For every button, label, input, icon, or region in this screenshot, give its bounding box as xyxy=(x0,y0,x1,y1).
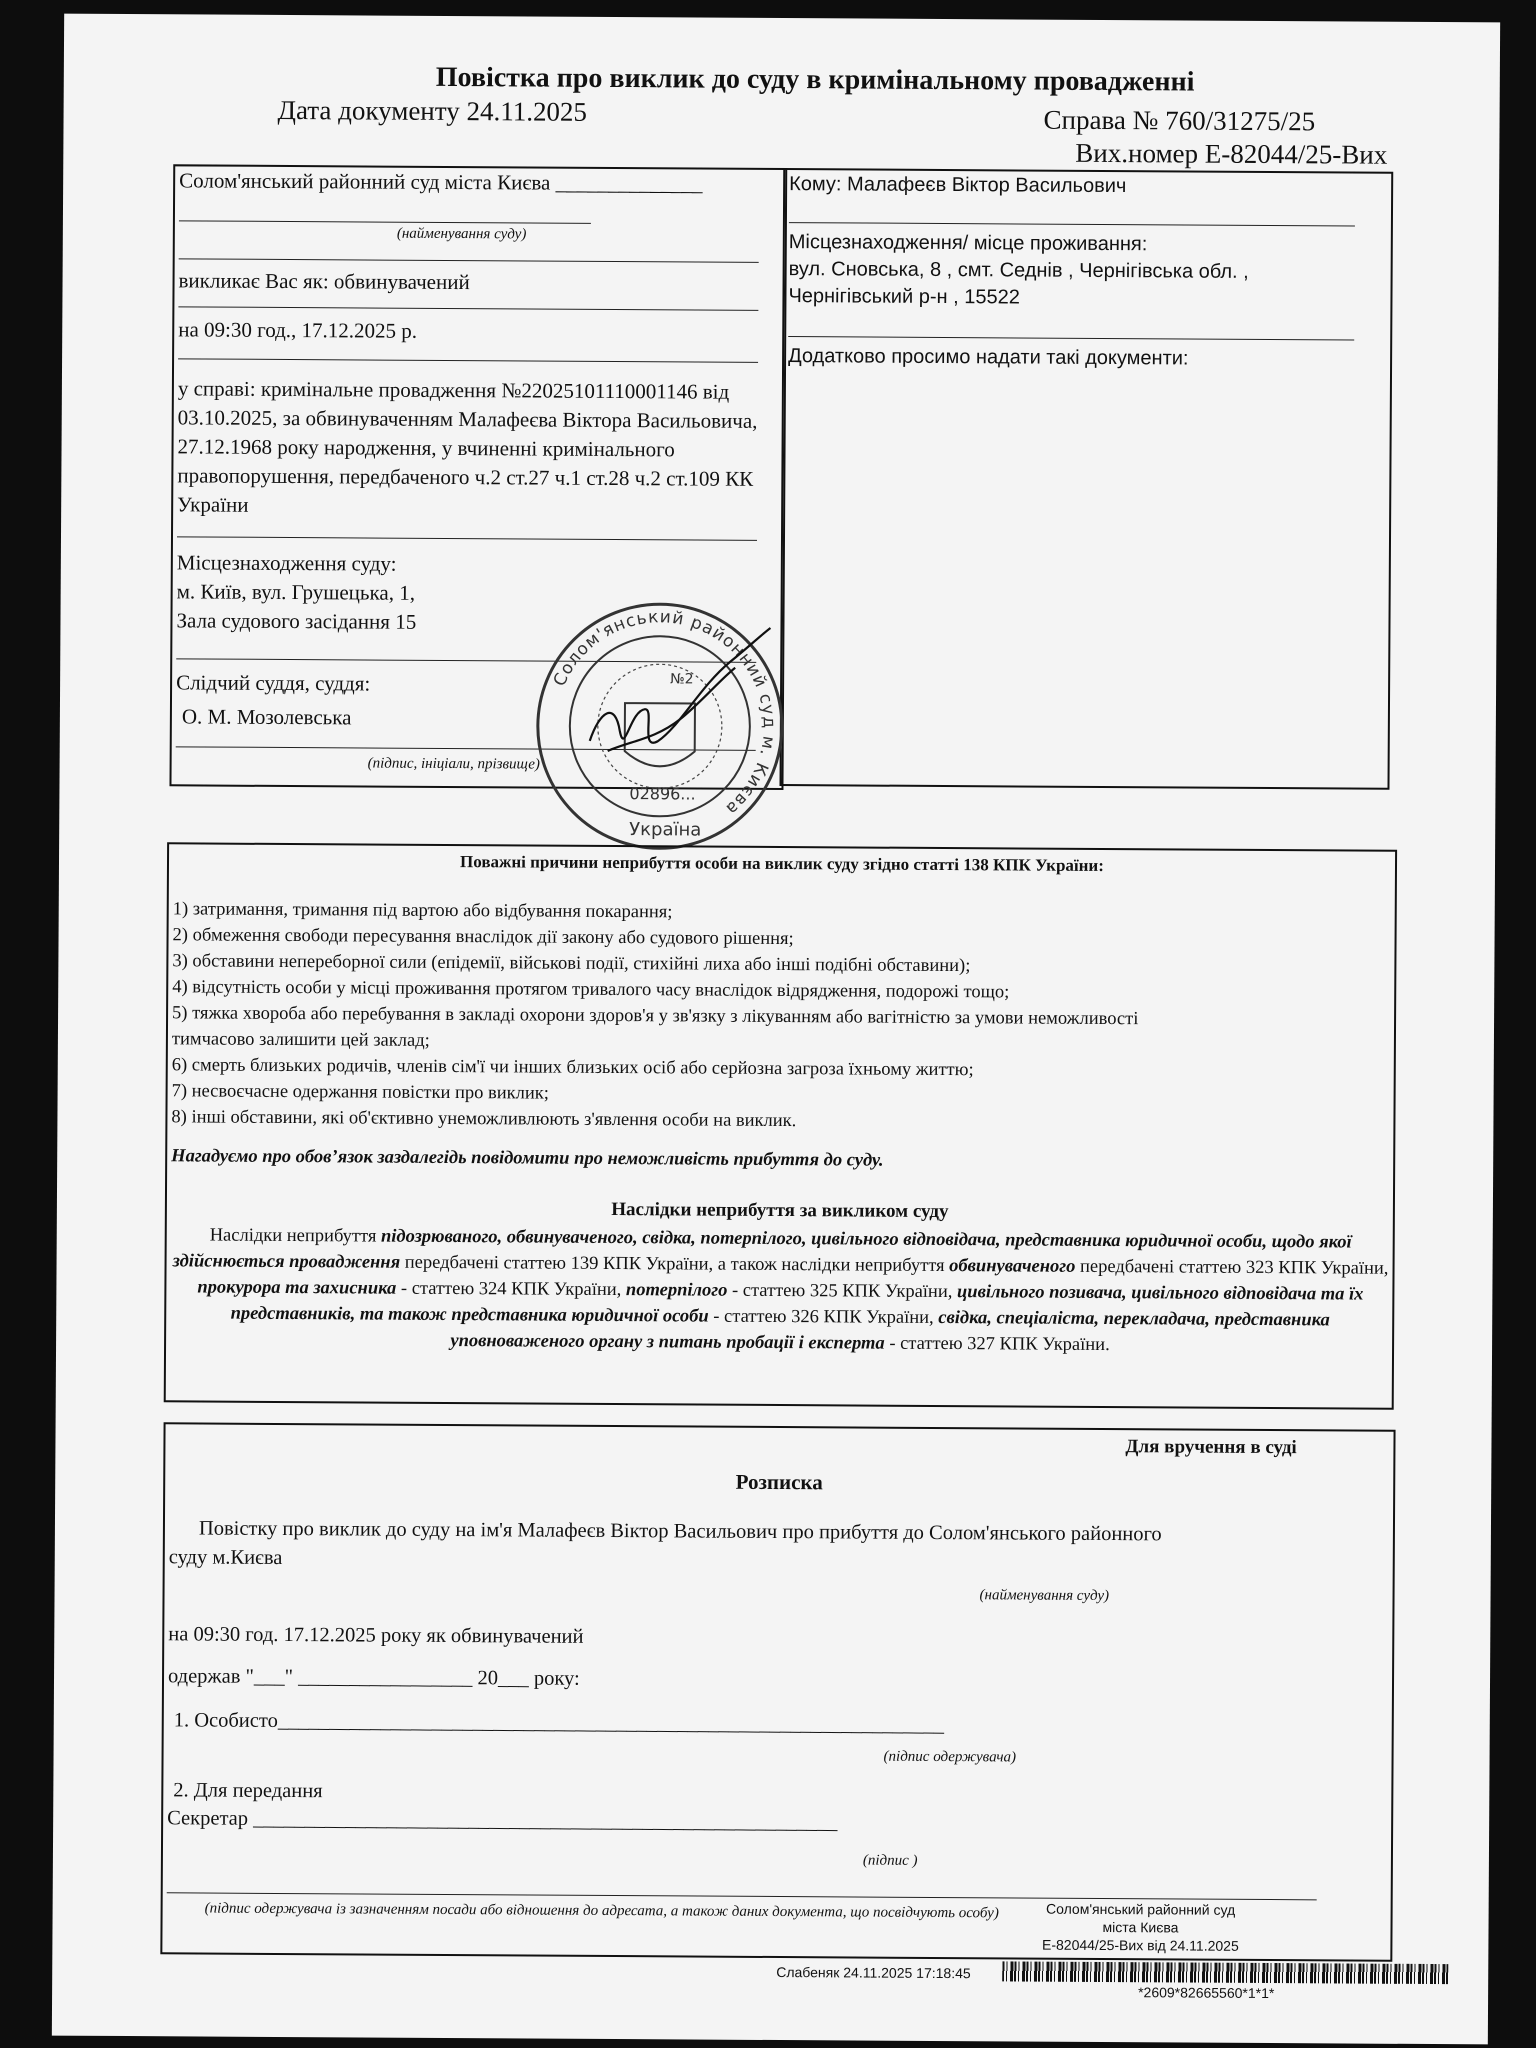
reason-item: 6) смерть близьких родичів, членів сім'ї чи інших близьких осіб або серйозна загроза їхньому життю; xyxy=(171,1055,974,1081)
bottom-signature-caption: (підпис одержувача із зазначенням посади або відношення до адресата, а також даних документа, що посвідчують особу) xyxy=(204,1900,999,1922)
reason-item: тимчасово залишити цей заклад; xyxy=(171,1029,430,1051)
consequences-text: Наслідки неприбуття підозрюваного, обвинуваченого, свідка, потерпілого, цивільного відповідача, представника юридичної особи, щодо якої здійснюється провадження передбачені статтею 139 КПК України, а також наслідки неприбуття обвинуваченого передбачені статтею 323 КПК України, прокурора та захисника - статтею 324 КПК України, потерпілого - статтею 325 КПК України, цивільного позивача, цивільного відповідача та їх представників, та також представника юридичної особи - статтею 326 КПК України, свідка, спеціаліста, перекладача, представника уповноваженого органу з питань пробації і експерта - статтею 327 КПК України. xyxy=(172,1225,1389,1356)
receipt-box xyxy=(160,1422,1395,1962)
registry-court: Солом'янський районний суд xyxy=(1046,1900,1236,1918)
judge-label: Слідчий суддя, суддя: xyxy=(176,670,371,696)
receipt-line-2: суду м.Києва xyxy=(168,1546,283,1569)
receipt-for-transfer: 2. Для передання xyxy=(173,1779,323,1803)
case-number: Справа № 760/31275/25 xyxy=(1043,104,1316,137)
receipt-received: одержав "___" _________________ 20___ року: xyxy=(167,1665,580,1690)
notification-reminder: Нагадуємо про обов’язок заздалегідь повідомити про неможливість прибуття до суду. xyxy=(171,1146,884,1171)
consequences-heading: Наслідки неприбуття за викликом суду xyxy=(611,1198,949,1223)
barcode-code: *2609*82665560*1*1* xyxy=(1138,1984,1275,2002)
absence-reasons-box xyxy=(164,842,1397,1410)
court-name-caption: (найменування суду) xyxy=(396,225,527,243)
court-seal-stamp xyxy=(529,590,791,862)
court-location-room: Зала судового засідання 15 xyxy=(176,608,417,634)
reasons-heading: Поважні причини неприбуття особи на виклик суду згідно статті 138 КПК України: xyxy=(460,852,1104,875)
summons-right-cell xyxy=(779,168,1393,790)
seal-code: 02896... xyxy=(629,784,696,804)
reason-item: 1) затримання, тримання під вартою або відбування покарання; xyxy=(172,899,673,923)
court-name: Солом'янський районний суд міста Києва ______________ xyxy=(179,168,703,196)
residence-line-2: Чернігівський р-н , 15522 xyxy=(788,285,1020,309)
judge-signature-caption: (підпис, ініціали, прізвище) xyxy=(367,755,540,773)
barcode xyxy=(1002,1961,1448,1984)
reason-item: 4) відсутність особи у місці проживання протягом тривалого часу внаслідок відрядження, подорожі тощо; xyxy=(172,977,1010,1003)
registry-reference: Е-82044/25-Вих від 24.11.2025 xyxy=(1041,1936,1239,1954)
receipt-secretary: Секретар _________________________________________________________ xyxy=(167,1807,838,1834)
receipt-line-1: Повістку про виклик до суду на ім'я Малафеєв Віктор Васильович про прибуття до Солом'янського районного xyxy=(198,1517,1162,1546)
reason-item: 8) інші обставини, які об'єктивно унеможливлюють з'явлення особи на виклик. xyxy=(171,1107,797,1132)
document-title: Повістка про виклик до суду в кримінальному провадженні xyxy=(435,61,1195,98)
seal-country: Україна xyxy=(629,819,702,841)
secretary-signature-caption: (підпис ) xyxy=(862,1852,918,1869)
receipt-court-caption: (найменування суду) xyxy=(979,1587,1110,1605)
receipt-title: Розписка xyxy=(735,1469,823,1495)
registry-city: міста Києва xyxy=(1102,1919,1179,1936)
reasons-list xyxy=(171,896,1392,1137)
reason-item: 7) несвоєчасне одержання повістки про виклик; xyxy=(171,1081,550,1104)
reason-item: 5) тяжка хвороба або перебування в закладі охорони здоров'я у зв'язку з лікуванням або вагітністю за умови неможливості xyxy=(172,1003,1139,1030)
case-matter: у справі: кримінальне провадження №22025101110001146 від 03.10.2025, за обвинуваченням Малафеєва Віктора Васильовича, 27.12.1968 року народження, у вчиненні кримінального правопорушення, передбаченого ч.2 ст.27 ч.1 ст.28 ч.2 ст.109 КК України xyxy=(177,376,758,517)
for-court-label: Для вручення в суді xyxy=(1125,1436,1297,1459)
court-location-address: м. Київ, вул. Грушецька, 1, xyxy=(176,579,416,605)
judge-name: О. М. Мозолевська xyxy=(181,704,352,730)
reason-item: 3) обставини непереборної сили (епідемії, військові події, стихійні лиха або інші подібні обставини); xyxy=(172,951,971,977)
court-location-label: Місцезнаходження суду: xyxy=(176,550,397,576)
additional-documents: Додатково просимо надати такі документи: xyxy=(788,345,1189,370)
receipt-datetime: на 09:30 год. 17.12.2025 року як обвинувачений xyxy=(168,1623,584,1648)
summons-page xyxy=(52,14,1500,2045)
residence-label: Місцезнаходження/ місце проживання: xyxy=(788,231,1148,256)
seal-number: №2 xyxy=(670,671,694,688)
reason-item: 2) обмеження свободи пересування внаслідок дії закону або судового рішення; xyxy=(172,925,794,950)
hearing-datetime: на 09:30 год., 17.12.2025 р. xyxy=(178,317,418,343)
document-date: Дата документу 24.11.2025 xyxy=(277,94,588,127)
recipient-signature-caption: (підпис одержувача) xyxy=(883,1748,1017,1766)
registry-stamp xyxy=(1022,1900,1258,1955)
seal-ring-text: Солом'янський районний суд м. Києва xyxy=(549,607,779,820)
residence-line-1: вул. Сновська, 8 , смт. Седнів , Чернігівська обл. , xyxy=(788,258,1249,283)
summoned-as: викликає Вас як: обвинувачений xyxy=(178,268,470,295)
outgoing-number: Вих.номер Е-82044/25-Вих xyxy=(1075,137,1388,170)
operator-timestamp: Слабеняк 24.11.2025 17:18:45 xyxy=(776,1964,971,1982)
recipient-name: Кому: Малафеєв Віктор Васильович xyxy=(789,173,1127,198)
receipt-personally: 1. Особисто_________________________________________________________________ xyxy=(173,1709,945,1737)
